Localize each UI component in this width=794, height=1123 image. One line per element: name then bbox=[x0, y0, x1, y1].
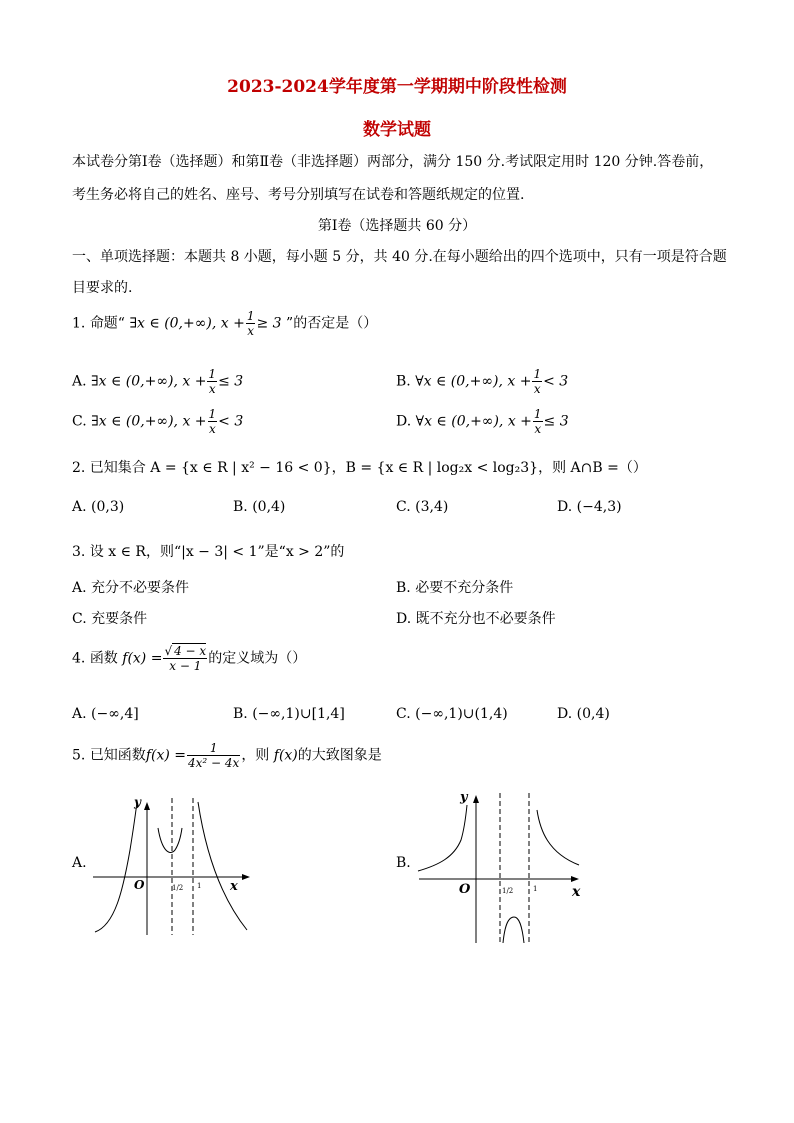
intro-line-1: 本试卷分第Ⅰ卷（选择题）和第Ⅱ卷（非选择题）两部分，满分 150 分.考试限定用时 120 分钟.答卷前， bbox=[72, 154, 714, 170]
option-label: D. bbox=[396, 611, 412, 627]
option-value: (0,4) bbox=[252, 499, 286, 515]
option-label: C. bbox=[396, 499, 411, 515]
q1-expr-a: ∃x ∈ (0,+∞), x + bbox=[129, 315, 245, 332]
q1-stem-post: ”的否定是（） bbox=[286, 315, 378, 332]
option-expr-tail: ≤ 3 bbox=[543, 413, 569, 430]
q5-frac bbox=[187, 742, 240, 769]
option-label: B. bbox=[233, 499, 248, 515]
q1-frac bbox=[246, 310, 256, 337]
q2-option-d[interactable] bbox=[557, 499, 622, 515]
q3-option-d[interactable] bbox=[396, 608, 556, 628]
curve-left bbox=[418, 805, 467, 871]
q5-option-b-label[interactable]: B. bbox=[396, 855, 411, 871]
q5-fx2: f(x) bbox=[273, 747, 298, 764]
q3-option-a[interactable] bbox=[72, 577, 189, 597]
tick-one: 1 bbox=[197, 882, 202, 890]
curve-right bbox=[537, 810, 579, 865]
y-axis-arrow bbox=[144, 802, 150, 810]
y-label: y bbox=[460, 790, 468, 805]
option-frac bbox=[533, 408, 543, 435]
option-expr: ∀x ∈ (0,+∞), x + bbox=[415, 373, 532, 390]
q5-frac-num: 1 bbox=[187, 742, 240, 756]
frac-num: 1 bbox=[533, 407, 542, 421]
option-expr-tail: < 3 bbox=[218, 413, 244, 430]
option-label: C. bbox=[72, 413, 87, 430]
option-label: C. bbox=[396, 706, 411, 722]
q4-option-c[interactable] bbox=[396, 706, 508, 722]
section-line-2: 目要求的. bbox=[72, 280, 133, 296]
option-label: D. bbox=[557, 706, 573, 722]
tick-half: 1/2 bbox=[502, 887, 514, 895]
q4-frac-den: x − 1 bbox=[169, 659, 202, 673]
q4-stem-pre: 函数 bbox=[89, 650, 118, 667]
y-axis-arrow bbox=[473, 795, 479, 803]
option-value: (−∞,1)∪[1,4] bbox=[252, 706, 345, 722]
q1-stem bbox=[72, 310, 377, 337]
frac-num: 1 bbox=[533, 367, 542, 381]
option-value: 必要不充分条件 bbox=[415, 580, 514, 596]
q1-option-b[interactable] bbox=[396, 368, 568, 395]
q1-number: 1. bbox=[72, 315, 86, 332]
option-value: (−∞,1)∪(1,4) bbox=[415, 706, 508, 722]
q4-option-d[interactable] bbox=[557, 706, 610, 722]
x-axis-arrow bbox=[571, 876, 579, 882]
q4-option-a[interactable] bbox=[72, 706, 139, 722]
q4-frac-num: √ 4 − x bbox=[164, 644, 207, 658]
q2-option-c[interactable] bbox=[396, 499, 448, 515]
q1-frac-num: 1 bbox=[246, 309, 255, 323]
q1-option-c[interactable] bbox=[72, 408, 243, 435]
option-label: D. bbox=[557, 499, 573, 515]
option-frac bbox=[207, 368, 217, 395]
q1-expr-b: ≥ 3 bbox=[256, 315, 282, 332]
q1-stem-pre: 命题“ bbox=[89, 315, 125, 332]
curve-middle bbox=[503, 917, 524, 943]
q3-option-b[interactable] bbox=[396, 577, 513, 597]
q5-graph-b[interactable] bbox=[414, 785, 586, 945]
option-label: A. bbox=[72, 499, 87, 515]
option-label: A. bbox=[72, 580, 87, 596]
q2-option-a[interactable] bbox=[72, 499, 124, 515]
part1-title: 第Ⅰ卷（选择题共 60 分） bbox=[317, 218, 477, 234]
frac-den: x bbox=[208, 422, 216, 436]
q4-option-b[interactable] bbox=[233, 706, 345, 722]
q5-stem-mid: ，则 bbox=[241, 747, 270, 764]
q4-frac bbox=[163, 645, 207, 672]
curve-right bbox=[198, 802, 247, 930]
origin-label: O bbox=[459, 882, 471, 897]
q2-stem: 2. 已知集合 A = {x ∈ R | x² − 16 < 0}，B = {x ∈ R | log₂x < log₂3}，则 A∩B =（） bbox=[72, 460, 647, 476]
q1-frac-den: x bbox=[247, 324, 255, 338]
exam-title: 2023-2024学年度第一学期期中阶段性检测 bbox=[227, 77, 567, 97]
option-value: 充要条件 bbox=[91, 611, 148, 627]
q2-option-b[interactable] bbox=[233, 499, 285, 515]
option-label: D. bbox=[396, 413, 412, 430]
q5-stem-post: 的大致图象是 bbox=[297, 747, 382, 764]
subject-title: 数学试题 bbox=[363, 120, 431, 140]
q5-stem-pre: 已知函数 bbox=[89, 747, 146, 764]
option-value: (0,4) bbox=[576, 706, 610, 722]
q5-number: 5. bbox=[72, 747, 86, 764]
option-label: A. bbox=[72, 706, 87, 722]
option-expr: ∃x ∈ (0,+∞), x + bbox=[91, 373, 207, 390]
option-label: A. bbox=[72, 373, 87, 390]
frac-den: x bbox=[533, 382, 541, 396]
option-value: (0,3) bbox=[91, 499, 125, 515]
x-label: x bbox=[572, 884, 581, 900]
option-expr-tail: < 3 bbox=[543, 373, 569, 390]
x-axis-arrow bbox=[242, 874, 250, 880]
frac-den: x bbox=[208, 382, 216, 396]
option-value: 既不充分也不必要条件 bbox=[415, 611, 556, 627]
option-label: B. bbox=[233, 706, 248, 722]
option-value: (−4,3) bbox=[576, 499, 622, 515]
option-value: (−∞,4] bbox=[91, 706, 139, 722]
frac-num: 1 bbox=[208, 367, 217, 381]
q3-option-c[interactable] bbox=[72, 608, 147, 628]
tick-half: 1/2 bbox=[172, 884, 184, 892]
option-frac bbox=[532, 368, 542, 395]
q5-fx: f(x) = bbox=[145, 747, 186, 764]
q4-sqrt-content: 4 − x bbox=[174, 644, 207, 658]
section-line-1: 一、单项选择题：本题共 8 小题，每小题 5 分，共 40 分.在每小题给出的四个选项中，只有一项是符合题 bbox=[72, 249, 727, 265]
q5-graph-a[interactable] bbox=[90, 790, 260, 940]
y-label: y bbox=[134, 795, 141, 809]
q4-fx: f(x) = bbox=[122, 650, 163, 667]
q5-frac-den: 4x² − 4x bbox=[188, 756, 240, 770]
q3-stem: 3. 设 x ∈ R，则“|x − 3| < 1”是“x > 2”的 bbox=[72, 544, 345, 560]
option-label: C. bbox=[72, 611, 87, 627]
option-expr: ∀x ∈ (0,+∞), x + bbox=[415, 413, 532, 430]
frac-den: x bbox=[534, 422, 542, 436]
q5-stem bbox=[72, 742, 382, 769]
q1-option-a[interactable] bbox=[72, 368, 243, 395]
q1-option-d[interactable] bbox=[396, 408, 569, 435]
q4-stem-post: 的定义域为（） bbox=[208, 650, 307, 667]
option-label: B. bbox=[396, 373, 411, 390]
q4-number: 4. bbox=[72, 650, 86, 667]
q5-option-a-label[interactable]: A. bbox=[72, 855, 87, 871]
q4-stem bbox=[72, 645, 306, 672]
option-label: B. bbox=[396, 580, 411, 596]
curve-middle bbox=[158, 828, 182, 852]
option-expr-tail: ≤ 3 bbox=[218, 373, 244, 390]
origin-label: O bbox=[134, 878, 145, 892]
intro-line-2: 考生务必将自己的姓名、座号、考号分别填写在试卷和答题纸规定的位置. bbox=[72, 187, 525, 203]
option-value: 充分不必要条件 bbox=[91, 580, 190, 596]
option-frac bbox=[208, 408, 218, 435]
curve-left bbox=[95, 802, 137, 932]
option-value: (3,4) bbox=[415, 499, 449, 515]
tick-one: 1 bbox=[533, 885, 538, 893]
x-label: x bbox=[230, 879, 238, 894]
frac-num: 1 bbox=[208, 407, 217, 421]
option-expr: ∃x ∈ (0,+∞), x + bbox=[91, 413, 207, 430]
